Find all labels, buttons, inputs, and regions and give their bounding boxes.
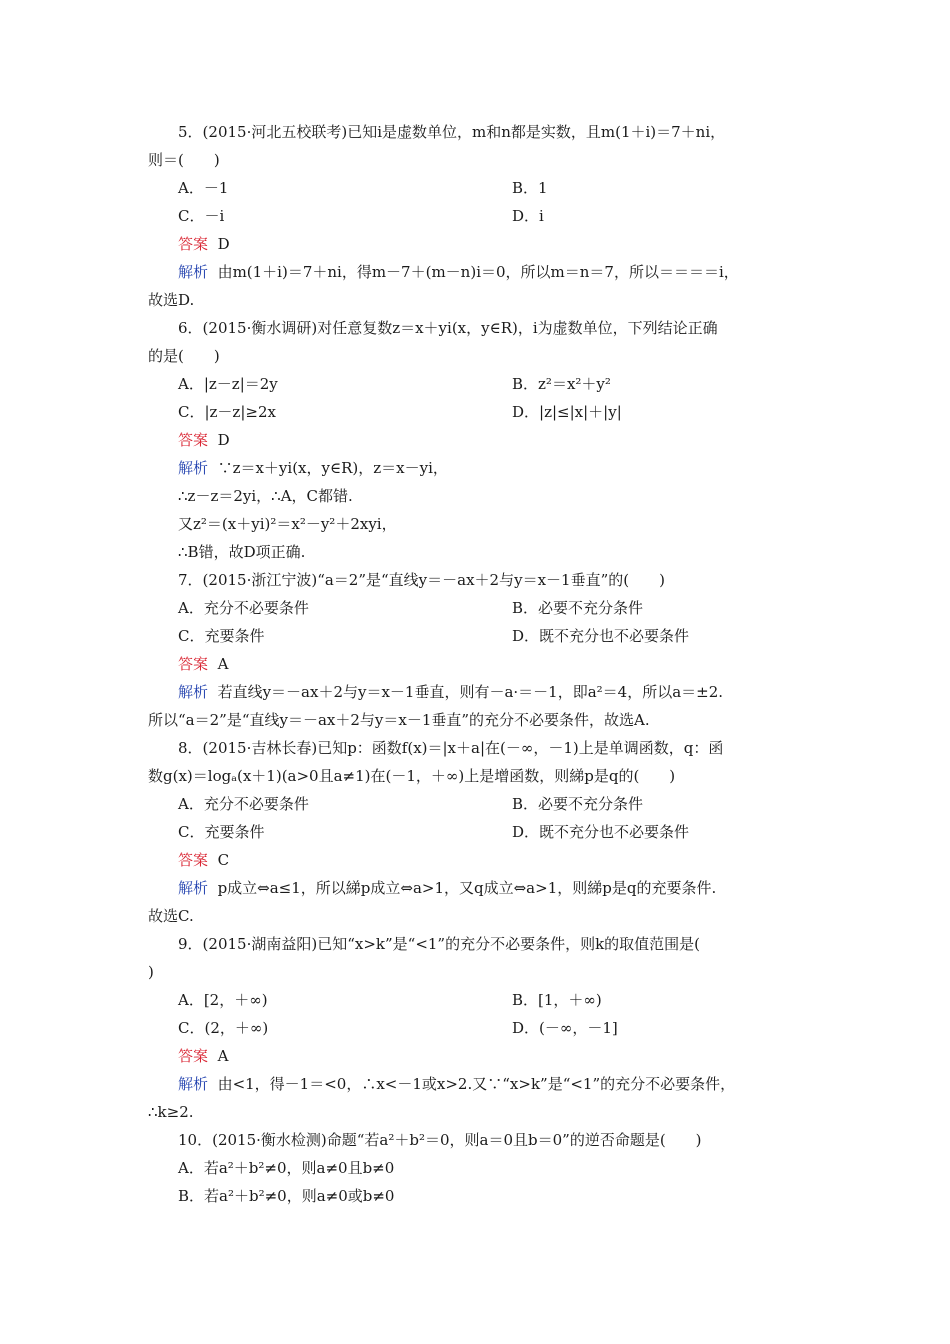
q8-option-b: B．必要不充分条件 [512,795,644,813]
answer-value: A [217,1047,229,1065]
q6-option-a: A．|z－z|＝2y [178,375,278,393]
q7-analysis-line2: 所以“a＝2”是“直线y＝－ax＋2与y＝x－1垂直”的充分不必要条件，故选A. [148,711,650,729]
analysis-tag: 解析 [178,879,209,897]
q6-stem-line2: 的是( ) [148,347,220,365]
analysis-text: p成立⇔a≤1，所以綈p成立⇔a>1，又q成立⇔a>1，则綈p是q的充要条件. [217,879,717,897]
q7-stem-line1: 7．(2015·浙江宁波)“a＝2”是“直线y＝－ax＋2与y＝x－1垂直”的( ) [178,571,665,589]
q5-analysis-line1 [178,262,739,282]
q9-option-b: B．[1，＋∞) [512,991,602,1009]
q6-option-d: D．|z|≤|x|＋|y| [512,403,622,421]
q5-option-c: C．－i [178,207,225,225]
answer-tag: 答案 [178,431,209,449]
q6-analysis-line3: 又z²＝(x＋yi)²＝x²－y²＋2xyi， [178,515,397,533]
answer-value: A [217,655,229,673]
q9-analysis-line2: ∴k≥2. [148,1103,194,1121]
q7-option-a: A．充分不必要条件 [178,599,309,617]
q8-analysis-line1 [178,878,716,898]
q5-stem-line1: 5．(2015·河北五校联考)已知i是虚数单位，m和n都是实数，且m(1＋i)＝7＋ni， [178,123,726,141]
q9-answer [178,1046,228,1066]
q6-answer [178,430,230,450]
analysis-tag: 解析 [178,683,209,701]
q8-stem-line2: 数g(x)＝logₐ(x＋1)(a>0且a≠1)在(－1，＋∞)上是增函数，则綈p是q的( ) [148,767,676,785]
analysis-tag: 解析 [178,459,209,477]
q8-stem-line1: 8．(2015·吉林长春)已知p：函数f(x)＝|x＋a|在(－∞，－1)上是单调函数，q：函 [178,739,724,757]
q7-answer [178,654,228,674]
q10-option-b: B．若a²＋b²≠0，则a≠0或b≠0 [178,1187,395,1205]
q9-analysis-line1 [178,1074,735,1094]
analysis-text: 由m(1＋i)＝7＋ni，得m－7＋(m－n)i＝0，所以m＝n＝7，所以＝＝＝＝i， [217,263,739,281]
q8-analysis-line2: 故选C. [148,907,194,925]
q5-analysis-line2: 故选D. [148,291,195,309]
q9-option-c: C．(2，＋∞) [178,1019,269,1037]
q10-option-a: A．若a²＋b²≠0，则a≠0且b≠0 [178,1159,395,1177]
answer-value: D [217,431,230,449]
analysis-text: ∵z＝x＋yi(x，y∈R)，z＝x－yi， [217,459,448,477]
analysis-tag: 解析 [178,1075,209,1093]
answer-tag: 答案 [178,1047,209,1065]
answer-tag: 答案 [178,655,209,673]
q6-option-b: B．z²＝x²＋y² [512,375,611,393]
q6-analysis-line4: ∴B错，故D项正确. [178,543,306,561]
q8-option-a: A．充分不必要条件 [178,795,309,813]
q5-option-b: B．1 [512,179,548,197]
q7-option-d: D．既不充分也不必要条件 [512,627,690,645]
q5-option-a: A．－1 [178,179,229,197]
analysis-tag: 解析 [178,263,209,281]
q8-answer [178,850,229,870]
q7-analysis-line1 [178,682,723,702]
analysis-text: 由<1，得－1＝<0，∴x<－1或x>2.又∵“x>k”是“<1”的充分不必要条件， [217,1075,736,1093]
q5-answer [178,234,230,254]
q6-analysis-line1 [178,458,448,478]
q8-option-d: D．既不充分也不必要条件 [512,823,690,841]
q5-stem-line2: 则＝( ) [148,151,220,169]
answer-tag: 答案 [178,851,209,869]
q9-option-a: A．[2，＋∞) [178,991,268,1009]
analysis-text: 若直线y＝－ax＋2与y＝x－1垂直，则有－a·＝－1，即a²＝4，所以a＝±2. [217,683,724,701]
q7-option-b: B．必要不充分条件 [512,599,644,617]
q6-analysis-line2: ∴z－z＝2yi，∴A，C都错. [178,487,353,505]
answer-value: C [217,851,230,869]
answer-tag: 答案 [178,235,209,253]
q10-stem-line1: 10．(2015·衡水检测)命题“若a²＋b²＝0，则a＝0且b＝0”的逆否命题是( ) [178,1131,702,1149]
q9-stem-line1: 9．(2015·湖南益阳)已知“x>k”是“<1”的充分不必要条件，则k的取值范围是( [178,935,701,953]
q8-option-c: C．充要条件 [178,823,265,841]
q9-stem-line2: ) [148,963,154,981]
q7-option-c: C．充要条件 [178,627,265,645]
q6-stem-line1: 6．(2015·衡水调研)对任意复数z＝x＋yi(x，y∈R)，i为虚数单位，下列结论正确 [178,319,718,337]
q9-option-d: D．(－∞，－1] [512,1019,618,1037]
q5-option-d: D．i [512,207,544,225]
q6-option-c: C．|z－z|≥2x [178,403,276,421]
answer-value: D [217,235,230,253]
